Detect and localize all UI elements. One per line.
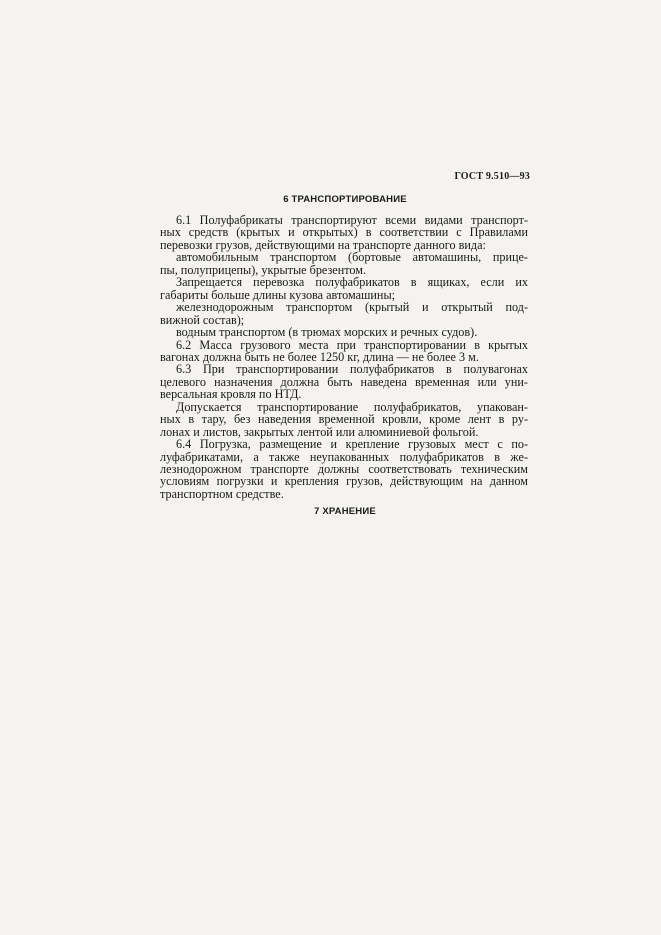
text-line: перевозки грузов, действующими на транспорте данного вида: — [160, 238, 486, 252]
document-code: ГОСТ 9.510—93 — [454, 171, 530, 182]
text-line: луфабрикатами, а также неупакованных полуфабрикатов в же- — [160, 450, 528, 464]
text-line: Запрещается перевозка полуфабрикатов в ящиках, если их — [176, 275, 528, 289]
text-line: 6.2 Масса грузового места при транспортировании в крытых — [176, 338, 528, 352]
text-line: лезнодорожном транспорте должны соответствовать техническим — [160, 462, 528, 476]
text-line: габариты больше длины кузова автомашины; — [160, 288, 396, 302]
text-line: ных средств (крытых и открытых) в соответствии с Правилами — [160, 225, 528, 239]
text-line: железнодорожным транспортом (крытый и открытый под- — [176, 300, 528, 314]
text-line: автомобильным транспортом (бортовые автомашины, прице- — [176, 250, 528, 264]
text-line: 6.4 Погрузка, размещение и крепление грузовых мест с по- — [176, 437, 528, 451]
text-line: версальная кровля по НТД. — [160, 387, 302, 401]
text-line: вижной состав); — [160, 313, 245, 327]
section-7-heading: 7 ХРАНЕНИЕ — [314, 506, 376, 517]
text-line: целевого назначения должна быть наведена временная или уни- — [160, 375, 528, 389]
text-line: пы, полуприцепы), укрытые брезентом. — [160, 263, 367, 277]
text-line: вагонах должна быть не более 1250 кг, длина — не более 3 м. — [160, 350, 479, 364]
text-line: 6.3 При транспортировании полуфабрикатов в полувагонах — [176, 362, 528, 376]
text-line: транспортном средстве. — [160, 487, 284, 501]
text-line: Допускается транспортирование полуфабрикатов, упакован- — [176, 400, 528, 414]
text-line: 6.1 Полуфабрикаты транспортируют всеми видами транспорт- — [176, 213, 528, 227]
section-6-heading: 6 ТРАНСПОРТИРОВАНИЕ — [283, 194, 407, 205]
text-line: водным транспортом (в трюмах морских и речных судов). — [176, 325, 478, 339]
text-line: ных в тару, без наведения временной кровли, кроме лент в ру- — [160, 412, 528, 426]
text-line: лонах и листов, закрытых лентой или алюминиевой фольгой. — [160, 425, 479, 439]
text-line: условиям погрузки и крепления грузов, действующим на данном — [160, 474, 528, 488]
